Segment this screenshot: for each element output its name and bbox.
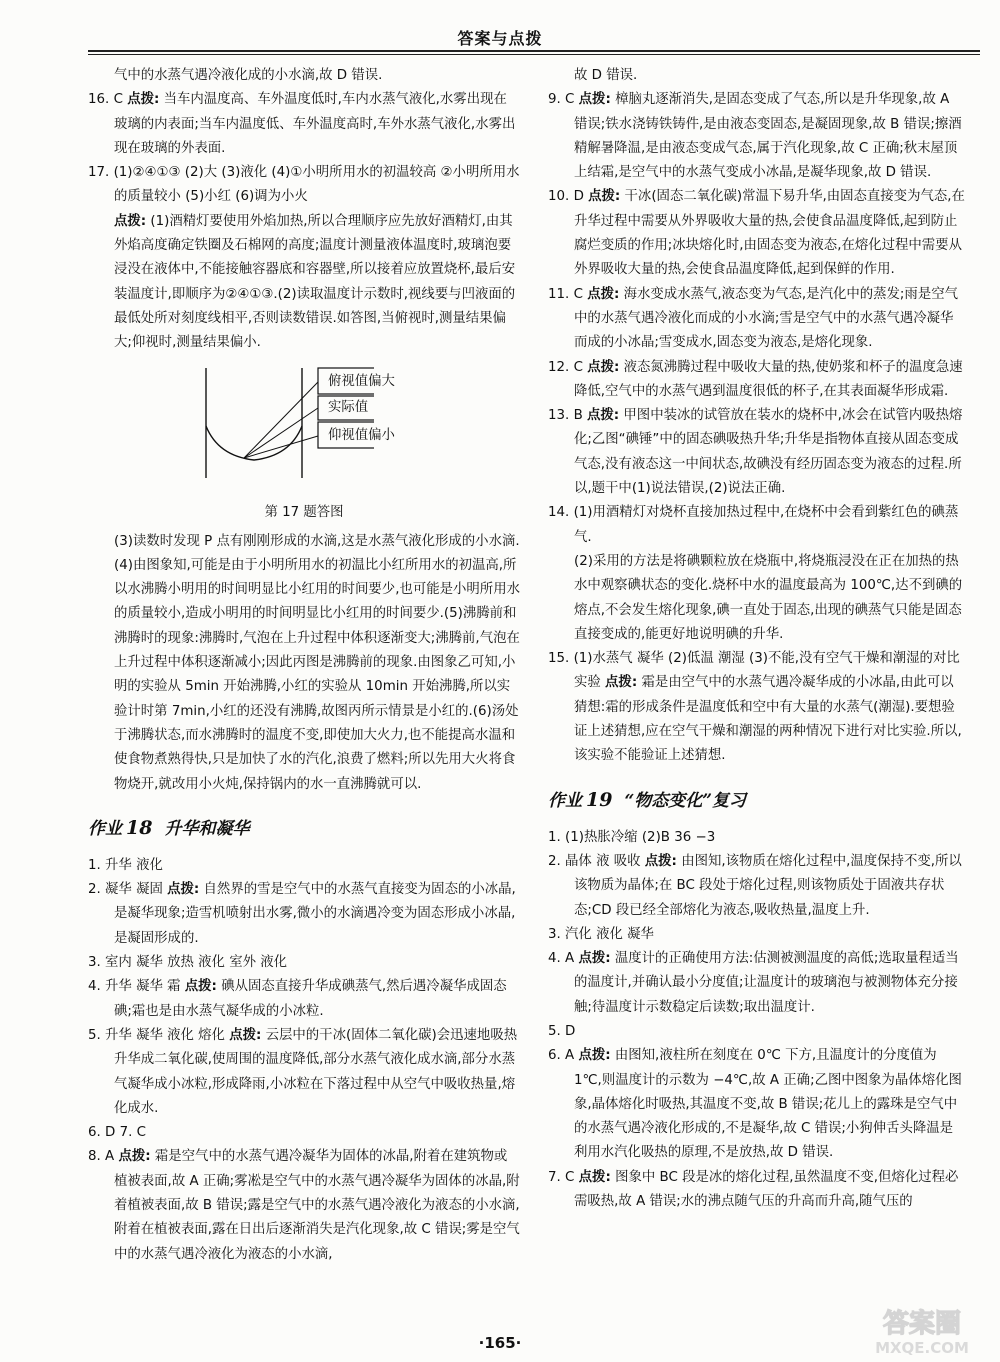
tip-label: 点拨: [605,675,638,691]
answer-continuation [88,530,520,797]
page-header-title: 答案与点拨 [457,29,543,48]
tip-label: 点拨: [578,951,611,967]
explanation-text: 自然界的雪是空气中的水蒸气直接变为固态的小冰晶,是凝华现象;造雪机喷射出水雾,微小的水滴遇冷变为固态形成小冰晶,是凝固形成的. [114,882,516,946]
answer-text: (1)②④①③ (2)大 (3)液化 (4)①小明所用水的初温较高 ②小明所用水的质量较小 (5)小红 (6)调为小火 [113,165,520,205]
question-number: 6. [548,1048,561,1064]
explanation-text: 樟脑丸逐渐消失,是固态变成了气态,所以是升华现象,故 A 错误;铁水浇铸铁铸件,是由液态变固态,是凝固现象,故 B 错误;擦酒精解暑降温,是由液态变成气态,属于汽化现象,故 C 正确;秋末屋顶上结霜,是空气中的水蒸气变成小冰晶,是凝华现象,故 D 错误. [574,92,962,181]
tip-label: 点拨: [127,92,160,108]
answer-item [88,1121,520,1145]
figure-label-top: 俯视值偏大 [328,373,395,389]
question-number: 7. [548,1169,561,1185]
question-number: 14. [548,505,570,521]
explanation-text: 液态氮沸腾过程中吸收大量的热,使奶浆和杯子的温度急速降低,空气中的水蒸气遇到温度很低的杯子,在其表面凝华形成霜. [574,359,963,399]
explanation-text: 由图知,该物质在熔化过程中,温度保持不变,所以该物质为晶体;在 BC 段处于熔化过程,则该物质处于固液共存状态;CD 段已经全部熔化为液态,吸收热量,温度上升. [574,853,962,918]
question-number: 4. [88,979,101,995]
answer-text: C [573,359,583,375]
figure-label-middle: 实际值 [328,399,369,415]
question-number: 12. [548,359,570,375]
answer-item [548,850,966,923]
answer-text: A [565,951,575,967]
explanation-text: 甲图中装冰的试管放在装水的烧杯中,冰会在试管内吸热熔化;乙图“碘锤”中的固态碘吸热升华;升华是指物体直接从固态变成气态,没有液态这一中间状态,故碘没有经历固态变为液态的过程.所以,题干中(1)说法错误,(2)说法正确. [574,408,963,497]
answer-item [548,1044,966,1165]
tip-label: 点拨: [184,979,217,995]
left-entries-a [88,64,520,356]
tip-label: 点拨: [118,1149,151,1165]
answer-item [88,1145,520,1266]
question-number: 11. [548,286,570,302]
answer-item [88,1024,520,1121]
section-name: “物态变化”复习 [624,790,747,811]
question-number: 16. [88,92,110,108]
explanation-text: 云层中的干冰(固体二氧化碳)会迅速地吸热升华成二氧化碳,使周围的温度降低,部分水蒸气液化成水滴,部分水蒸气凝华成小冰粒,形成降雨,小冰粒在下落过程中从空气中吸收热量,熔化成水. [114,1027,518,1116]
explanation-text: 霜是由空气中的水蒸气遇冷凝华成的小冰晶,由此可以猜想:霜的形成条件是温度低和空中有大量的水蒸气(潮湿).要想验证上述猜想,应在空气干燥和潮湿的两种情况下进行对比实验.所以,该实验不能验证上述猜想. [574,675,962,764]
answer-text: (1)水蒸气 凝华 (2)低温 潮湿 (3)不能,没有空气干燥和潮湿的对比实验 [573,651,960,691]
tip-label: 点拨: [587,286,620,302]
header-rule [88,50,980,52]
explanation-text: 霜是空气中的水蒸气遇冷凝华为固体的冰晶,附着在建筑物或植被表面,故 A 正确;雾凇是空气中的水蒸气遇冷凝华为固体的冰晶,附着植被表面,故 B 错误;露是空气中的水蒸气遇冷液化为液态的小水滴,附着在植被表面,露在日出后逐渐消失是汽化现象,故 C 错误;雾是空气中的水蒸气遇冷液化为液态的小水滴, [114,1149,520,1262]
section-number: 19 [586,788,613,811]
answer-item [548,647,966,768]
answer-text: C [573,286,583,302]
tip-label: 点拨: [578,1169,611,1185]
left-entries-c [88,854,520,1267]
explanation-text: 碘从固态直接升华成碘蒸气,然后遇冷凝华成固态碘;霜也是由水蒸气凝华成的小冰粒. [114,979,507,1019]
explanation-text: (2)采用的方法是将碘颗粒放在烧瓶中,将烧瓶浸没在正在加热的热水中观察碘状态的变化.烧杯中水的温度最高为 100℃,达不到碘的熔点,不会发生熔化现象,碘一直处于固态,出现的碘蒸气只能是固态直接变成的,能更好地说明碘的升华. [574,553,963,642]
explanation-text: (3)读数时发现 P 点有刚刚形成的水滴,这是水蒸气液化形成的小水滴.(4)由图象知,可能是由于小明所用水的初温比小红所用水的初温高,所以水沸腾小明用的时间明显比小红用的时间要少,也可能是小明所用水的质量较小,造成小明用的时间明显比小红用的时间要少.(5)沸腾前和沸腾时的现象:沸腾时,气泡在上升过程中体积逐渐变大;沸腾前,气泡在上升过程中体积逐渐减小;因此丙图是沸腾前的现象.由图象乙可知,小明的实验从 5min 开始沸腾,小红的实验从 10min 开始沸腾,所以实验计时第 7min,小红的还没有沸腾,故图丙所示情景是小红的.(6)汤处于沸腾状态,而水沸腾时的温度不变,即使加大火力,也不能提高水温和使食物煮熟得快,只是加快了水的汽化,浪费了燃料;所以先用大火将食物烧开,就改用小火炖,保持锅内的水一直沸腾就可以. [114,533,520,792]
section-19-title [548,787,966,814]
section-18-title [88,815,520,842]
answer-item [548,88,966,185]
question-number: 15. [548,651,570,667]
tip-label: 点拨: [588,189,621,205]
page-number: ·165· [478,1334,522,1352]
answer-text: C [113,92,123,108]
tip-label: 点拨: [578,1048,611,1064]
answer-item [548,826,966,850]
watermark-subtext: MXQE.COM [875,1339,969,1357]
tip-label: 点拨: [587,408,620,424]
question-number: 5. [88,1027,101,1043]
answer-text: C [565,92,575,108]
answer-text: 升华 凝华 液化 熔化 [105,1027,225,1043]
answer-item [88,878,520,951]
answer-text: D [565,1023,576,1039]
explanation-text: 故 D 错误. [574,68,638,83]
explanation-text: 气中的水蒸气遇冷液化成的小水滴,故 D 错误. [114,68,383,83]
question-number: 1. [88,857,101,873]
question-number: 1. [548,829,561,845]
answer-text: A [565,1048,575,1064]
tip-label: 点拨: [167,882,200,898]
question-number: 3. [88,955,101,971]
explanation-text: (1)酒精灯要使用外焰加热,所以合理顺序应先放好酒精灯,由其外焰高度确定铁圈及石棉网的高度;温度计测量液体温度时,玻璃泡要浸没在液体中,不能接触容器底和容器壁,所以接着应放置烧杯,最后安装温度计,即顺序为②④①③.(2)读取温度计示数时,视线要与凹液面的最低处所对刻度线相平,否则读数错误.如答图,当俯视时,测量结果偏大;仰视时,测量结果偏小. [114,213,516,351]
explanation-text: 温度计的正确使用方法:估测被测温度的高低;选取量程适当的温度计,并确认最小分度值;让温度计的玻璃泡与被测物体充分接触;待温度计示数稳定后读数;取出温度计. [574,951,959,1015]
answer-item [88,161,520,210]
tip-label: 点拨: [587,359,620,375]
explanation-text: 当车内温度高、车外温度低时,车内水蒸气液化,水雾出现在玻璃的内表面;当车内温度低、车外温度高时,车外水蒸气液化,水雾出现在玻璃的外表面. [114,92,516,156]
question-number: 5. [548,1023,561,1039]
answer-text: C [565,1169,575,1185]
question-number: 6. [88,1125,101,1141]
answer-text: 汽化 液化 凝华 [565,926,654,942]
explanation-text: 图象中 BC 段是冰的熔化过程,虽然温度不变,但熔化过程必需吸热,故 A 错误;水的沸点随气压的升高而升高,随气压的 [574,1169,959,1210]
header-rule-thin [88,54,980,55]
question-number: 8. [88,1149,101,1165]
tip-label: 点拨: [578,92,611,108]
question-number: 13. [548,408,570,424]
watermark-text: 答案圈 [882,1309,962,1339]
answer-text: (1)用酒精灯对烧杯直接加热过程中,在烧杯中会看到紫红色的碘蒸气. [573,505,959,545]
answer-item [548,404,966,501]
answer-text: D [573,189,584,205]
answer-text: A [105,1149,115,1165]
tip-label: 点拨: [229,1027,262,1043]
right-entries-a [548,64,966,769]
answer-continuation [88,210,520,356]
question-number: 2. [548,853,561,869]
question-number: 17. [88,165,110,181]
question-number: 9. [548,92,561,108]
figure-caption: 第 17 题答图 [264,504,344,520]
section-label: 作业 [88,818,122,839]
answer-item [548,947,966,1020]
answer-item [88,975,520,1024]
answer-text: 升华 液化 [105,857,163,873]
answer-text: 室内 凝华 放热 液化 室外 液化 [105,955,288,971]
answer-text: (1)热胀冷缩 (2)B 36 −3 [565,829,716,845]
answer-continuation [88,64,520,88]
q17-answer-figure [114,360,520,500]
answer-item [548,1166,966,1215]
explanation-text: 海水变成水蒸气,液态变为气态,是汽化中的蒸发;雨是空气中的水蒸气遇冷液化而成的小水滴;雪是空气中的水蒸气遇冷凝华而成的小冰晶;雪变成水,固态变为液态,是熔化现象. [574,286,958,351]
explanation-text: 干冰(固态二氧化碳)常温下易升华,由固态直接变为气态,在升华过程中需要从外界吸收大量的热,会使食品温度降低,起到防止腐烂变质的作用;冰块熔化时,由固态变为液态,在熔化过程中需要从外界吸收大量的热,会使食品温度降低,起到保鲜的作用. [574,189,965,278]
answer-continuation [548,64,966,88]
right-column [548,64,966,1214]
section-number: 18 [126,816,153,839]
question-number: 2. [88,882,101,898]
answer-text: B [573,408,583,424]
answer-continuation [548,550,966,647]
answer-item [88,951,520,975]
question-number: 3. [548,926,561,942]
explanation-text: 由图知,液柱所在刻度在 0℃ 下方,且温度计的分度值为 1℃,则温度计的示数为 −4℃,故 A 正确;乙图中图象为晶体熔化图象,晶体熔化时吸热,其温度不变,故 B 错误;花儿上的露珠是空气中的水蒸气遇冷液化形成的,不是凝华,故 C 错误;小狗伸舌头降温是利用水汽化吸热的原理,不是放热,故 D 错误. [574,1048,962,1161]
answer-item [548,283,966,356]
left-column [88,64,520,1267]
left-entries-b [88,530,520,797]
figure-label-bottom: 仰视值偏小 [328,427,395,443]
question-number: 4. [548,951,561,967]
section-label: 作业 [548,790,582,811]
answer-item [548,501,966,550]
answer-item [548,923,966,947]
tip-label: 点拨: [114,213,147,229]
tip-label: 点拨: [644,853,677,869]
question-number: 10. [548,189,570,205]
watermark-logo [850,1302,995,1358]
answer-text: 凝华 凝固 [105,882,163,898]
answer-item [88,854,520,878]
answer-text: 晶体 液 吸收 [565,853,641,869]
answer-text: D 7. C [105,1125,146,1141]
answer-item [88,88,520,161]
answer-item [548,356,966,405]
answer-text: 升华 凝华 霜 [105,979,181,995]
section-name: 升华和凝华 [164,818,250,839]
right-entries-b [548,826,966,1215]
answer-item [548,185,966,282]
answer-item [548,1020,966,1044]
